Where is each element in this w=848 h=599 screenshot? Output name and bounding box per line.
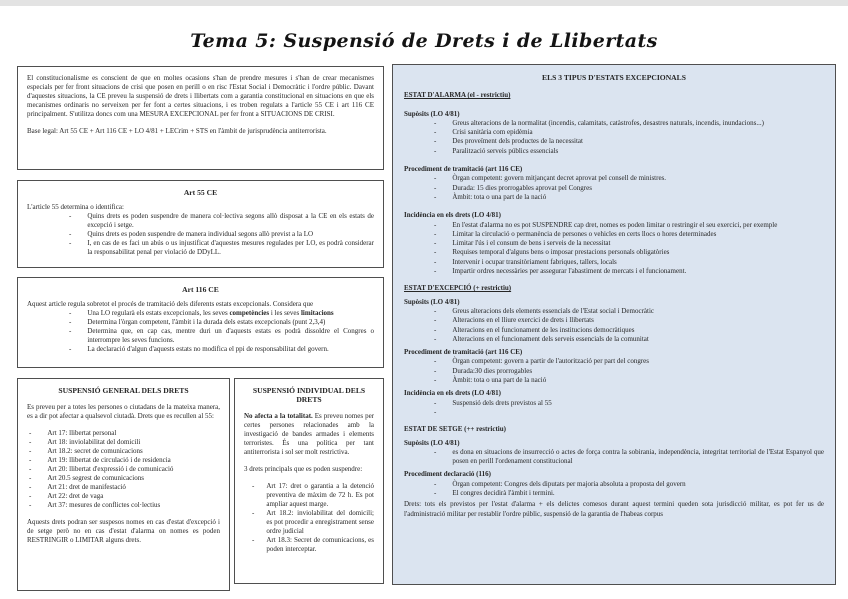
list-item xyxy=(27,492,220,501)
list-item xyxy=(404,137,824,146)
exceptional-states-panel xyxy=(392,64,836,585)
list-item-text: Art 17: dret o garantia a la detenció preventiva de màxim de 72 h. Es pot ampliar aquest marge. xyxy=(266,482,374,508)
list-item xyxy=(404,258,824,267)
list-item-text: Art 18.3: Secret de comunicacions, es poden interceptar. xyxy=(266,536,374,553)
list-item-text: Art 17: llibertat personal xyxy=(47,429,117,437)
list-item-text: Alteracions en el lliure exercici de drets i llibertats xyxy=(452,316,594,325)
list-item xyxy=(404,326,824,335)
art116-box xyxy=(17,277,384,368)
group-list xyxy=(404,357,824,385)
bullet-dash: - xyxy=(29,429,32,437)
group-subheading: Procediment de tramitació (art 116 CE) xyxy=(404,348,523,357)
list-item-text: Art 19: llibertat de circulació i de residencia xyxy=(47,456,171,464)
list-item xyxy=(27,465,220,474)
individual-paragraph-1-rest: Es preveu nomes per certes persones relacionades amb la investigació de bandes armades i elements terroristes. És una política per tant antiterrorista i sol ser molt restrictiva. xyxy=(244,412,375,456)
list-item xyxy=(404,128,824,137)
list-item xyxy=(404,376,824,385)
bullet-dash: - xyxy=(434,366,437,375)
bullet-dash: - xyxy=(434,488,437,497)
general-list xyxy=(27,429,220,510)
art55-box xyxy=(17,180,384,268)
bullet-dash: - xyxy=(434,183,437,192)
intro-paragraph: El constitucionalisme es conscient de que en moltes ocasions s'han de prendre mesures i s'han de crear mecanismes especials per fer front situacions de crisi que posen en perill o en risc l'Estat Social i Democràtic i l'ordre públic. Davant d'aquestes situacions, la CE preveu la suspensió de drets i llibertats com a garantia constitucional en situacions en que els mecanismes ordinaris no serveixen per fer font a certes situacions, i es troben regulats a l'article 55 CE i art 116 CE principalment. S'utilitza doncs com una MESURA EXCEPCIONAL per fer front a SITUACIONS DE CRISI. xyxy=(27,74,374,118)
list-item xyxy=(404,448,824,467)
group-list xyxy=(404,399,824,418)
scan-edge-strip xyxy=(0,0,848,6)
bullet-dash: - xyxy=(69,239,72,247)
bullet-dash: - xyxy=(29,447,32,455)
bullet-dash: - xyxy=(29,492,32,500)
bullet-dash: - xyxy=(69,318,72,326)
list-item-text: Art 18.2: secret de comunicacions xyxy=(47,447,143,455)
bullet-dash: - xyxy=(434,257,437,266)
list-item xyxy=(404,193,824,202)
list-item xyxy=(27,438,220,447)
list-item xyxy=(244,482,374,509)
text-fragment: limitacions xyxy=(300,309,334,317)
list-item-text: Àmbit: tota o una part de la nació xyxy=(452,192,547,201)
group-list xyxy=(404,119,824,156)
list-item-text: Determina l'òrgan competent, l'àmbit i la durada dels estats excepcionals (punt 2,3,4) xyxy=(87,318,326,326)
list-item xyxy=(244,536,374,554)
state-heading: ESTAT DE SETGE (++ restrictiu) xyxy=(404,425,506,434)
bullet-dash: - xyxy=(434,306,437,315)
bullet-dash: - xyxy=(434,407,437,416)
list-item xyxy=(244,509,374,536)
list-item-text xyxy=(87,309,374,318)
list-item-text: En l'estat d'alarma no es pot SUSPENDRE cap dret, nomes es poden limitar o restringir el seu exercici, per exemple xyxy=(452,220,778,229)
group-list xyxy=(404,174,824,202)
state-heading: ESTAT D'EXCEPCIÓ (+ restrictiu) xyxy=(404,284,512,293)
bullet-dash: - xyxy=(252,509,255,517)
list-item xyxy=(404,367,824,376)
list-item xyxy=(404,357,824,366)
list-item-text: Òrgan competent: govern mitjançant decret aprovat pel consell de ministres. xyxy=(452,174,667,183)
list-item xyxy=(27,230,374,239)
list-item-text: Òrgan competent: govern a partir de l'autorització per part del congres xyxy=(452,357,650,366)
bullet-dash: - xyxy=(434,128,437,137)
list-item xyxy=(27,474,220,483)
group-list xyxy=(404,448,824,467)
list-item xyxy=(27,501,220,510)
art116-heading: Art 116 CE xyxy=(182,285,219,294)
list-item-text: Àmbit: tota o una part de la nació xyxy=(452,376,547,385)
list-item xyxy=(404,221,824,230)
list-item-text: Art 18: inviolabilitat del domicili xyxy=(47,438,141,446)
list-item xyxy=(404,119,824,128)
bullet-dash: - xyxy=(434,192,437,201)
bullet-dash: - xyxy=(434,316,437,325)
bullet-dash: - xyxy=(434,325,437,334)
individual-paragraph-2: 3 drets principals que es poden suspendre: xyxy=(244,465,363,473)
list-item xyxy=(404,335,824,344)
bullet-dash: - xyxy=(29,456,32,464)
list-item xyxy=(404,147,824,156)
list-item-text: Limitar la circulació o permanència de persones o vehicles en certs llocs o hores determinades xyxy=(452,229,717,238)
bullet-dash: - xyxy=(29,474,32,482)
group-subheading: Incidència en els drets (LO 4/81) xyxy=(404,211,501,220)
list-item xyxy=(27,483,220,492)
list-item-text: Determina que, en cap cas, mentre duri un d'aquests estats es podrà dissoldre el Congres o interrompre les seves funcions. xyxy=(87,327,374,344)
list-item xyxy=(27,447,220,456)
list-item-text: Art 20.5 segrest de comunicacions xyxy=(47,474,144,482)
group-subheading: Procediment declaració (116) xyxy=(404,470,491,479)
general-paragraph-1: Es preveu per a totes les persones o ciutadans de la mateixa manera, es a dir pot afectar a qualsevol ciutadà. Drets que es recullen al 55: xyxy=(27,403,220,420)
list-item xyxy=(404,307,824,316)
list-item-text: Quins drets es poden suspendre de manera individual segons allò previst a la LO xyxy=(87,230,314,238)
bullet-dash: - xyxy=(434,220,437,229)
bullet-dash: - xyxy=(434,137,437,146)
general-paragraph-2: Aquests drets podran ser suspesos nomes en cas d'estat d'excepció i de setge però no en cas d'estat d'alarma on nomes es poden RESTRINGIR o LIMITAR alguns drets. xyxy=(27,518,220,544)
list-item xyxy=(27,239,374,257)
bullet-dash: - xyxy=(29,501,32,509)
panel-title: ELS 3 TIPUS D'ESTATS EXCEPCIONALS xyxy=(542,73,686,82)
list-item-text: Òrgan competent: Congres dels diputats per majoria absoluta a proposta del govern xyxy=(452,479,686,488)
text-fragment: competències xyxy=(229,309,270,317)
list-item-text: Suspensió dels drets previstos al 55 xyxy=(452,398,552,407)
list-item xyxy=(27,318,374,327)
bullet-dash: - xyxy=(434,239,437,248)
list-item xyxy=(404,174,824,183)
list-item xyxy=(27,212,374,230)
group-list xyxy=(404,480,824,499)
list-item-text: Durada:30 dies prorrogables xyxy=(452,366,533,375)
list-item xyxy=(404,399,824,408)
section-footer: Drets: tots els previstos per l'estat d'alarma + els delictes comesos durant aquest termini queden sota jurisdicció militar, es pot fer us de l'administració militar per restablir l'ordre públic, suspensió de la garantia de l'habeas corpus xyxy=(404,500,824,518)
art116-list xyxy=(27,309,374,354)
bullet-dash: - xyxy=(29,483,32,491)
list-item xyxy=(404,248,824,257)
state-section xyxy=(404,91,824,276)
bullet-dash: - xyxy=(29,438,32,446)
list-item-text: Greus alteracions de la normalitat (incendis, calamitats, catàstrofes, desastres naturals, incendis, inundacions...) xyxy=(452,118,764,127)
art55-list xyxy=(27,212,374,257)
group-subheading: Supòsits (LO 4/81) xyxy=(404,297,460,306)
list-item-text: Art 18.2: inviolabilitat del domicili; es pot procedir a enregistrament sense ordre judicial xyxy=(266,509,374,535)
bullet-dash: - xyxy=(434,357,437,366)
individual-suspension-box xyxy=(234,378,384,584)
state-sections xyxy=(404,91,824,519)
list-item-text: Paralització serveis públics essencials xyxy=(452,146,559,155)
bullet-dash: - xyxy=(252,536,255,544)
bullet-dash: - xyxy=(434,447,437,456)
list-item-text: Impartir ordres necessàries per assegurar l'abastiment de mercats i el funcionament. xyxy=(452,267,687,276)
bullet-dash: - xyxy=(434,376,437,385)
list-item-text: Intervenir i ocupar transitòriament fabriques, tallers, locals xyxy=(452,257,617,266)
list-item xyxy=(27,327,374,345)
page-title: Tema 5: Suspensió de Drets i de Llibertats xyxy=(190,30,658,52)
group-subheading: Supòsits (LO 4/81) xyxy=(404,438,460,447)
bullet-dash: - xyxy=(434,479,437,488)
bullet-dash: - xyxy=(434,398,437,407)
list-item-text: Quins drets es poden suspendre de manera col·lectiva segons allò disposat a la CE en els estats de excepció i setge. xyxy=(87,212,374,229)
list-item-text: Alteracions en el funcionament dels serveis essencials de la comunitat xyxy=(452,334,649,343)
bullet-dash: - xyxy=(434,118,437,127)
list-item xyxy=(404,316,824,325)
group-subheading: Supòsits (LO 4/81) xyxy=(404,109,460,118)
list-item xyxy=(404,267,824,276)
general-suspension-box xyxy=(17,378,230,591)
list-item-text: Requises temporal d'alguns bens o imposar prestacions personals obligatòries xyxy=(452,248,670,257)
list-item-text: I, en cas de es faci un abús o us injustificat d'aquestes mesures regulades per LO, es podrà considerar la responsabilitat penal per violació de DDyLL. xyxy=(87,239,374,256)
bullet-dash: - xyxy=(434,174,437,183)
text-fragment: i les seves xyxy=(269,309,301,317)
bullet-dash: - xyxy=(69,230,72,238)
list-item-text: La declaració d'algun d'aquests estats no modifica el ppi de responsabilitat del govern. xyxy=(87,345,329,353)
group-list xyxy=(404,221,824,277)
list-item xyxy=(27,456,220,465)
text-fragment: Una LO regularà els estats excepcionals, les seves xyxy=(87,309,230,317)
list-item-text: Art 37: mesures de conflictes col·lectius xyxy=(47,501,161,509)
bullet-dash: - xyxy=(29,465,32,473)
individual-paragraph-1 xyxy=(244,412,374,457)
group-list xyxy=(404,307,824,344)
group-subheading: Procediment de tramitació (art 116 CE) xyxy=(404,165,523,174)
bullet-dash: - xyxy=(69,345,72,353)
base-legal-paragraph: Base legal: Art 55 CE + Art 116 CE + LO 4/81 + LECrim + STS en l'àmbit de jurisprudència antiterrorista. xyxy=(27,127,327,135)
list-item xyxy=(27,345,374,354)
art116-intro: Aquest article regula sobretot el procés de tramitació dels diferents estats excepcionals. Considera que xyxy=(27,300,314,308)
list-item xyxy=(27,429,220,438)
list-item-text: El congres decidirà l'àmbit i termini. xyxy=(452,488,555,497)
list-item xyxy=(404,239,824,248)
bullet-dash: - xyxy=(434,229,437,238)
bullet-dash: - xyxy=(434,248,437,257)
list-item xyxy=(27,309,374,318)
list-item xyxy=(404,480,824,489)
list-item-text: Durada: 15 dies prorrogables aprovat pel Congres xyxy=(452,183,592,192)
state-section xyxy=(404,284,824,417)
bullet-dash: - xyxy=(434,146,437,155)
art55-heading: Art 55 CE xyxy=(183,188,218,197)
bullet-dash: - xyxy=(69,212,72,220)
list-item-text: Limitar l'ús i el consum de bens i serveis de la necessitat xyxy=(452,239,611,248)
list-item-text: Des proveïment dels productes de la necessitat xyxy=(452,137,583,146)
list-item xyxy=(404,230,824,239)
individual-paragraph-1-lead: No afecta a la totalitat. xyxy=(244,412,313,420)
state-section xyxy=(404,425,824,519)
individual-list xyxy=(244,482,374,554)
bullet-dash: - xyxy=(434,334,437,343)
bullet-dash: - xyxy=(252,482,255,490)
intro-box xyxy=(17,66,384,170)
list-item xyxy=(404,489,824,498)
bullet-dash: - xyxy=(434,267,437,276)
list-item-text: Crisi sanitària com epidèmia xyxy=(452,128,533,137)
general-heading: SUSPENSIÓ GENERAL DELS DRETS xyxy=(58,386,189,395)
list-item-text: Art 21: dret de manifestació xyxy=(47,483,126,491)
individual-heading: SUSPENSIÓ INDIVIDUAL DELS DRETS xyxy=(252,386,366,404)
list-item-text: Alteracions en el funcionament de les institucions democràtiques xyxy=(452,325,635,334)
bullet-dash: - xyxy=(69,327,72,335)
state-heading: ESTAT D'ALARMA (el - restrictiu) xyxy=(404,91,511,100)
art55-intro: L'article 55 determina o identifica: xyxy=(27,203,124,211)
list-item xyxy=(404,408,824,417)
group-subheading: Incidència en els drets (LO 4/81) xyxy=(404,389,501,398)
bullet-dash: - xyxy=(69,309,72,317)
list-item-text: es dona en situacions de insurrecció o actes de força contra la sobirania, independència, integritat territorial de l'Estat Espanyol que posen en perill l'ordenament constitucional xyxy=(452,447,824,466)
list-item-text: Greus alteracions dels elements essencials de l'Estat social i Democràtic xyxy=(452,306,655,315)
list-item-text: Art 22: dret de vaga xyxy=(47,492,104,500)
list-item-text: Art 20: llibertat d'expressió i de comunicació xyxy=(47,465,174,473)
list-item xyxy=(404,184,824,193)
